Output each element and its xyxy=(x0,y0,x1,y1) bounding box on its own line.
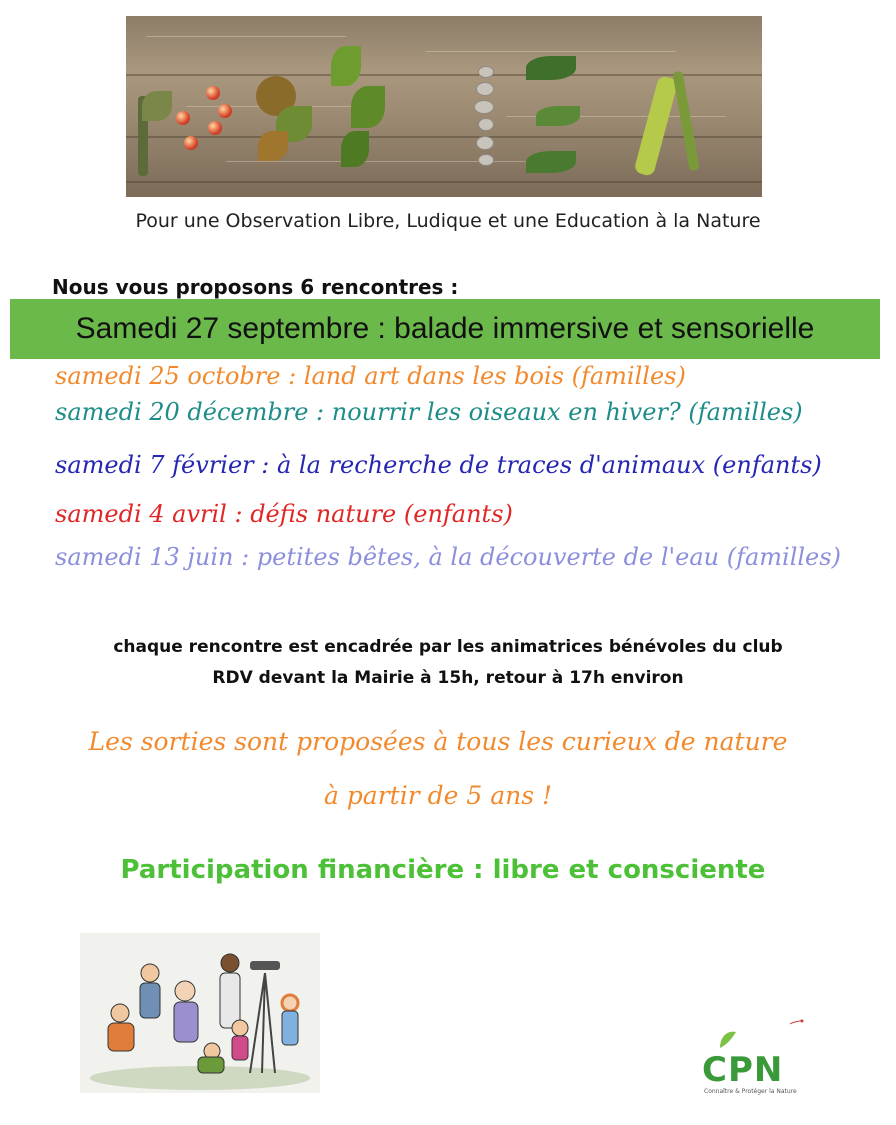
event-item: samedi 7 février : à la recherche de traces d'animaux (enfants) xyxy=(55,451,822,479)
illustration-nature-observers xyxy=(80,933,320,1093)
observers-illustration xyxy=(80,933,320,1093)
event-item: samedi 4 avril : défis nature (enfants) xyxy=(55,500,513,528)
outing-age-line: à partir de 5 ans ! xyxy=(323,781,553,810)
event-item: samedi 25 octobre : land art dans les bois (familles) xyxy=(55,362,686,390)
logo-text: CPN xyxy=(702,1050,784,1090)
subtitle: Pour une Observation Libre, Ludique et une Education à la Nature xyxy=(135,210,761,232)
highlight-event-banner: Samedi 27 septembre : balade immersive et sensorielle xyxy=(10,299,880,359)
info-line-meeting-point: RDV devant la Mairie à 15h, retour à 17h environ xyxy=(212,668,684,688)
participation-text: Participation financière : libre et consciente xyxy=(120,855,766,885)
logo-tagline: Connaître & Protéger la Nature xyxy=(704,1088,797,1095)
event-item: samedi 13 juin : petites bêtes, à la découverte de l'eau (familles) xyxy=(55,543,841,571)
outing-audience-line: Les sorties sont proposées à tous les curieux de nature xyxy=(88,727,788,756)
intro-text: Nous vous proposons 6 rencontres : xyxy=(52,275,459,299)
header-banner-photo xyxy=(126,16,762,197)
info-line-supervision: chaque rencontre est encadrée par les animatrices bénévoles du club xyxy=(113,637,783,657)
event-item: samedi 20 décembre : nourrir les oiseaux en hiver? (familles) xyxy=(55,398,803,426)
